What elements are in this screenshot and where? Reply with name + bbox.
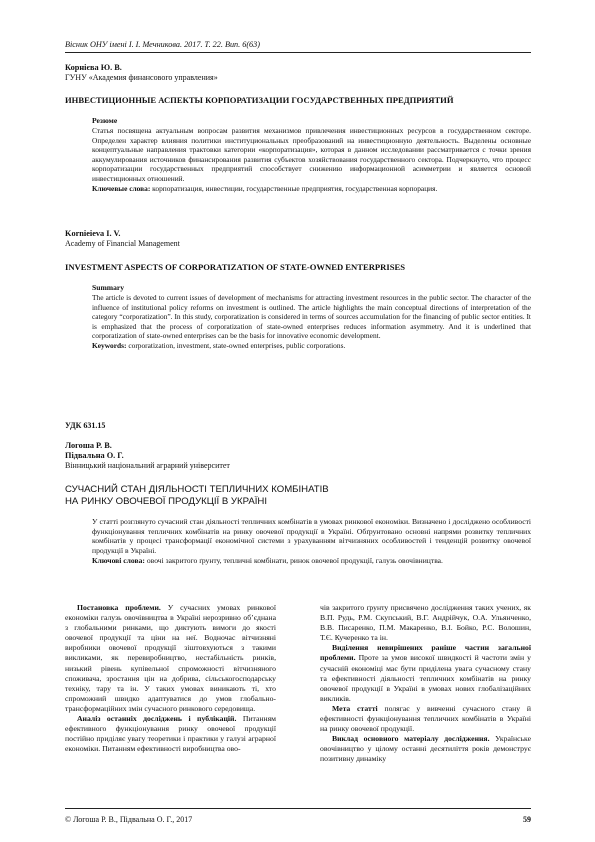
en-author-block [65,229,531,249]
en-keywords-label: Keywords: [92,340,127,350]
right-p4-text: Українське овочівництво у цілому останні десятиліття років демонструє позитивну динаміку [320,734,531,764]
en-author: Kornieieva I. V. [65,229,121,238]
body-right-column [320,603,531,765]
en-summary-text: The article is devoted to current issues of development of mechanisms for attracting investment resources in the public sector. The character of the influence of institutional policy reforms on investment is outlined. The article highlights the main conceptual directions of interpretation of the category “corporatization”. In this study, corporatization is considered in terms of sources accumulation for the financing of public sector entities. It is emphasized that the process of corporatization of state-owned enterprises reduces information asymmetry. And it is underlined that corporatization of state-owned enterprises can be the basis for innovative economic development. [92,293,531,341]
en-keywords [92,341,531,351]
right-paragraph-2 [320,643,531,704]
ru-author: Корнієва Ю. В. [65,63,122,72]
left-p2-heading: Аналіз останніх досліджень і публікацій. [77,714,237,724]
left-paragraph-2 [65,714,276,754]
page-number: 59 [523,815,531,824]
right-p2-text: Проте за умов високої швидкості й частоти змін у сучасній економіці має бути приділена увага сучасному стану та ефективності діяльності тепличних комбінатів на ринку овочевої продукції в Україні в умовах нових глобалізаційних викликів. [320,653,531,703]
article-title-line-1: СУЧАСНИЙ СТАН ДІЯЛЬНОСТІ ТЕПЛИЧНИХ КОМБІНАТІВ [65,484,329,495]
ru-keywords-text: корпоратизация, инвестиции, государственные предприятия, государственная корпорация. [152,183,438,193]
article-abstract-text: У статті розглянуто сучасний стан діяльності тепличних комбінатів в умовах ринкової економіки. Визначено і досліджено особливості функціонування тепличних комбінатів на ринку овочевої продукції в Україні. Обґрунтовано основні напрями розвитку тепличних комбінатів у процесі трансформації економічної системи з урахуванням вітчизняних особливостей і тенденцій розвитку овочевої продукції в Україні. [92,517,531,555]
right-p4-heading: Виклад основного матеріалу дослідження. [332,734,490,744]
copyright: © Логоша Р. В., Підвальна О. Г., 2017 [65,815,193,824]
right-paragraph-4 [320,734,531,764]
ru-keywords [92,184,531,194]
en-title: INVESTMENT ASPECTS OF CORPORATIZATION OF STATE-OWNED ENTERPRISES [65,262,405,272]
article-author-2: Підвальна О. Г. [65,451,124,460]
en-affiliation: Academy of Financial Management [65,239,180,248]
body-left-column [65,603,276,754]
right-p3-heading: Мета статті [332,703,378,713]
footer-rule [65,808,531,809]
footer [65,815,531,824]
ru-summary-label: Резюме [92,116,118,125]
en-keywords-text: corporatization, investment, state-owned enterprises, public corporations. [128,340,346,350]
article-author-block [65,441,531,471]
article-abstract [92,517,531,567]
ru-affiliation: ГУНУ «Академия финансового управления» [65,73,218,82]
article-title [65,484,531,508]
left-paragraph-1 [65,603,276,714]
article-author-1: Логоша Р. В. [65,441,112,450]
article-keywords-label: Ключові слова: [92,556,145,566]
article-affiliation: Вінницький національний аграрний університет [65,461,230,470]
article-keywords-text: овочі закритого ґрунту, тепличні комбінати, ринок овочевої продукції, галузь овочівництва. [146,556,443,566]
ru-keywords-label: Ключевые слова: [92,183,151,193]
article-keywords [92,556,531,566]
left-p1-text: У сучасних умовах ринкової економіки галузь овочівництва в Україні нерозривно об’єднана з глобальними ринками, що диктують вимоги до якості овочевої продукції та ціни на неї. Водночас вітчизняні виробники овочевої продукції зіштовхуються з такими викликами, як перевиробництво, нестабільність ринків, низький рівень купівельної спроможності вітчизняного споживача, зростання цін на добрива, сільськогосподарську техніку, тару та ін. У таких умовах виникають ті, хто спроможний швидко адаптуватися до умов глобально-трансформаційних змін сучасного ринкового середовища. [65,603,276,713]
header-rule [65,52,531,53]
en-summary-label: Summary [92,283,125,292]
udk: УДК 631.15 [65,421,106,430]
right-paragraph-1: чів закритого ґрунту присвячено дослідження таких учених, як В.П. Рудь, Р.М. Скупський, В.Г. Андрійчук, О.А. Ульянченко, В.В. Писаренко, П.М. Макаренко, В.І. Бойко, Р.С. Волошин, Т.Є. Кучеренко та ін. [320,603,531,643]
right-p2-heading: Виділення невирішених раніше частин загальної проблеми. [320,643,531,663]
left-p2-text: Питанням ефективного функціонування ринку овочевої продукції постійно приділяє увагу теоретики і практики у галузі аграрної економіки. Питанням ефективності виробництва ово- [65,714,276,754]
ru-summary [92,116,531,193]
ru-title: ИНВЕСТИЦИОННЫЕ АСПЕКТЫ КОРПОРАТИЗАЦИИ ГОСУДАРСТВЕННЫХ ПРЕДПРИЯТИЙ [65,95,454,105]
article-title-line-2: НА РИНКУ ОВОЧЕВОЇ ПРОДУКЦІЇ В УКРАЇНІ [65,496,268,507]
right-p3-text: полягає у вивченні сучасного стану й ефективності функціонування тепличних комбінатів в Україні на ринку овочевої продукції. [320,703,531,734]
ru-author-block [65,63,531,83]
en-summary [92,283,531,351]
right-paragraph-3 [320,704,531,734]
journal-header: Вісник ОНУ імені І. І. Мечникова. 2017. Т. 22. Вип. 6(63) [65,40,260,49]
ru-summary-text: Статья посвящена актуальным вопросам развития механизмов привлечения инвестиционных ресурсов в государственном секторе. Определен характер влияния политики институциональных преобразований на инвестиционную деятельность. Выделены основные концептуальные направления трактовки категории «корпоратизация», которая в данном исследовании рассматривается с точки зрения аккумулирования источников финансирования развития субъектов хозяйствования государственного сектора. Подчеркнуто, что процесс корпоратизации государственных предприятий способствует снижению информационной асимметрии и является основой инвестиционных отношений. [92,126,531,183]
left-p1-heading: Постановка проблеми. [77,603,161,612]
